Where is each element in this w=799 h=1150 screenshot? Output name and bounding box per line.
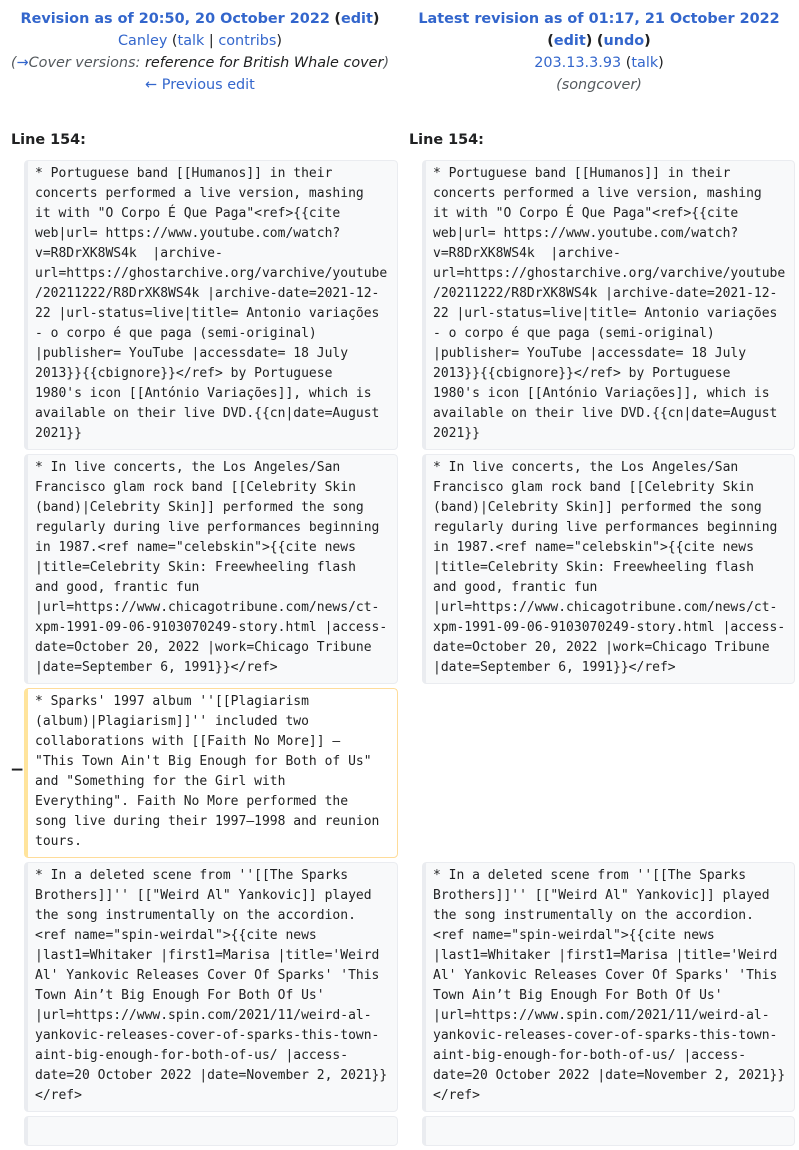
old-revision-user-link[interactable]: Canley bbox=[117, 33, 168, 49]
summary-section-arrow-link[interactable]: → bbox=[16, 55, 29, 71]
summary-comment: reference for British Whale cover bbox=[144, 55, 384, 71]
old-revision-talk-link[interactable]: talk bbox=[177, 33, 205, 49]
old-revision-link[interactable]: Revision as of 20:50, 20 October 2022 bbox=[20, 11, 330, 27]
diff-context-left: * Portuguese band [[Humanos]] in their concerts performed a live version, mashing it with "O Corpo É Que Paga"<ref>{{cite web|url= https://www.youtube.com/watch? v=R8DrXK8WS4k |archive- url=https://ghostarchive.org/varchive/youtube /20211222/R8DrXK8WS4k |archive-date=2021-12- 22 |url-status=live|title= Antonio variações - o corpo é que paga (semi-original) |publisher= YouTube |accessdate= 18 July 2013}}{{cbignore}}</ref> by Portuguese 1980's icon [[António Variações]], which is available on their live DVD.{{cn|date=August 2021}} bbox=[24, 160, 398, 450]
previous-edit-link[interactable]: ← Previous edit bbox=[145, 77, 255, 93]
diff-context-right: * In a deleted scene from ''[[The Sparks Brothers]]'' [["Weird Al" Yankovic]] played the song instrumentally on the accordion. <ref name="spin-weirdal">{{cite news |last1=Whitaker |first1=Marisa |title='Weird Al' Yankovic Releases Cover Of Sparks' 'This Town Ain’t Big Enough For Both Of Us' |url=https://www.spin.com/2021/11/weird-al- yankovic-releases-cover-of-sparks-this-town- aint-big-enough-for-both-of-us/ |access- date=20 October 2022 |date=November 2, 2021}} </ref> bbox=[422, 862, 795, 1112]
old-revision-title: Revision as of 20:50, 20 October 2022 (edit) bbox=[20, 11, 380, 27]
deletion-marker: − bbox=[10, 760, 25, 780]
diff-context-right: * In live concerts, the Los Angeles/San Francisco glam rock band [[Celebrity Skin (band)|Celebrity Skin]] performed the song regularly during live performances beginning in 1987.<ref name="celebskin">{{cite news |title=Celebrity Skin: Freewheeling flash and good, frantic fun |url=https://www.chicagotribune.com/news/ct- xpm-1991-09-06-9103070249-story.html |access- date=October 20, 2022 |work=Chicago Tribune |date=September 6, 1991}}</ref> bbox=[422, 454, 795, 684]
new-revision-summary: (songcover) bbox=[556, 77, 642, 93]
new-revision-link[interactable]: Latest revision as of 01:17, 21 October 2022 bbox=[418, 11, 780, 27]
old-revision-user-line: Canley (talk | contribs) bbox=[117, 33, 282, 49]
new-revision-title bbox=[399, 8, 799, 30]
diff-deleted-line: * Sparks' 1997 album ''[[Plagiarism (album)|Plagiarism]]'' included two collaborations with [[Faith No More]] – "This Town Ain't Big Enough for Both of Us" and "Something for the Girl with Everything". Faith No More performed the song live during their 1997–1998 and reunion tours. bbox=[24, 688, 398, 858]
old-revision-contribs-link[interactable]: contribs bbox=[218, 33, 277, 49]
diff-context-left: * In live concerts, the Los Angeles/San Francisco glam rock band [[Celebrity Skin (band)|Celebrity Skin]] performed the song regularly during live performances beginning in 1987.<ref name="celebskin">{{cite news |title=Celebrity Skin: Freewheeling flash and good, frantic fun |url=https://www.chicagotribune.com/news/ct- xpm-1991-09-06-9103070249-story.html |access- date=October 20, 2022 |work=Chicago Tribune |date=September 6, 1991}}</ref> bbox=[24, 454, 398, 684]
new-revision-user-link[interactable]: 203.13.3.93 bbox=[534, 55, 622, 71]
diff-context-right: * Portuguese band [[Humanos]] in their concerts performed a live version, mashing it with "O Corpo É Que Paga"<ref>{{cite web|url= https://www.youtube.com/watch? v=R8DrXK8WS4k |archive- url=https://ghostarchive.org/varchive/youtube /20211222/R8DrXK8WS4k |archive-date=2021-12- 22 |url-status=live|title= Antonio variações - o corpo é que paga (semi-original) |publisher= YouTube |accessdate= 18 July 2013}}{{cbignore}}</ref> by Portuguese 1980's icon [[António Variações]], which is available on their live DVD.{{cn|date=August 2021}} bbox=[422, 160, 795, 450]
old-revision-header bbox=[0, 8, 400, 96]
old-revision-edit-link[interactable]: edit bbox=[341, 11, 373, 27]
new-revision-edit-link[interactable]: edit bbox=[553, 33, 586, 49]
new-revision-talk-link[interactable]: talk bbox=[631, 55, 659, 71]
new-revision-header bbox=[399, 8, 799, 96]
diff-empty-right bbox=[422, 1116, 795, 1146]
diff-empty-left bbox=[24, 1116, 398, 1146]
old-revision-summary: (→Cover versions: reference for British Whale cover) bbox=[10, 55, 390, 71]
old-line-number: Line 154: bbox=[11, 132, 86, 148]
new-revision-user-line: 203.13.3.93 (talk) bbox=[534, 55, 664, 71]
diff-context-left: * In a deleted scene from ''[[The Sparks Brothers]]'' [["Weird Al" Yankovic]] played the song instrumentally on the accordion. <ref name="spin-weirdal">{{cite news |last1=Whitaker |first1=Marisa |title='Weird Al' Yankovic Releases Cover Of Sparks' 'This Town Ain’t Big Enough For Both Of Us' |url=https://www.spin.com/2021/11/weird-al- yankovic-releases-cover-of-sparks-this-town- aint-big-enough-for-both-of-us/ |access- date=20 October 2022 |date=November 2, 2021}} </ref> bbox=[24, 862, 398, 1112]
summary-section-label: Cover versions: bbox=[28, 55, 141, 71]
undo-link[interactable]: undo bbox=[603, 33, 645, 49]
new-line-number: Line 154: bbox=[409, 132, 484, 148]
new-revision-actions: (edit) (undo) bbox=[547, 33, 651, 49]
